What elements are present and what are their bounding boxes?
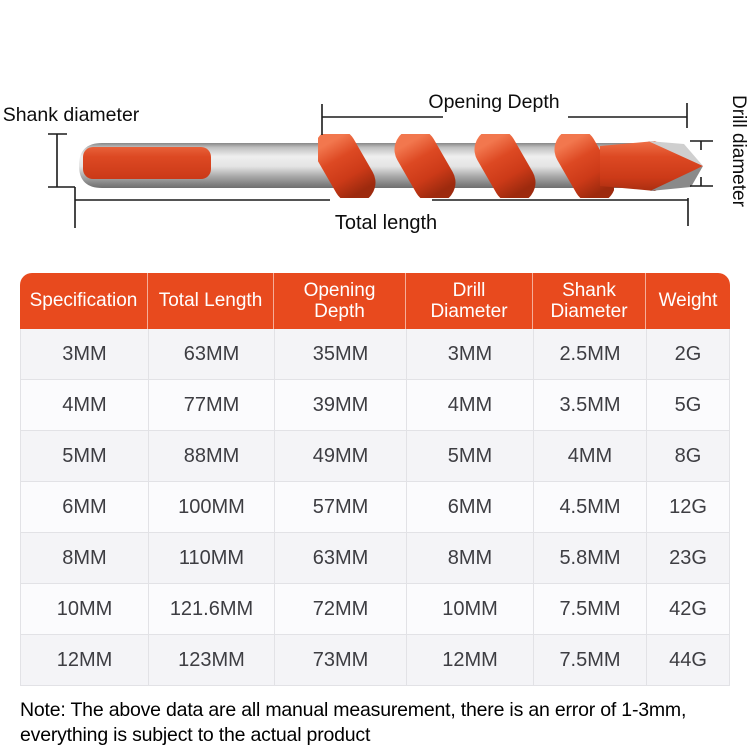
drill-bit-image: [79, 121, 703, 211]
col-header-weight: Weight: [645, 273, 730, 329]
table-cell: 7.5MM: [533, 635, 646, 685]
table-cell: 7.5MM: [533, 584, 646, 634]
table-cell: 77MM: [148, 380, 274, 430]
table-cell: 5G: [646, 380, 729, 430]
spec-table-body: [20, 329, 730, 686]
table-cell: 2G: [646, 329, 729, 379]
table-cell: 12MM: [406, 635, 533, 685]
col-header-shank-diameter: Shank Diameter: [532, 273, 645, 329]
table-cell: 63MM: [148, 329, 274, 379]
table-row: [21, 481, 729, 532]
table-cell: 3MM: [62, 342, 107, 365]
table-cell: 57MM: [274, 482, 406, 532]
label-drill-diameter: Drill diameter: [728, 95, 749, 207]
label-opening-depth: Opening Depth: [428, 91, 560, 113]
table-cell: 10MM: [406, 584, 533, 634]
table-cell: 2.5MM: [533, 329, 646, 379]
table-row: [21, 532, 729, 583]
table-row: [21, 329, 729, 379]
table-cell: 42G: [646, 584, 729, 634]
spec-table-header: [20, 273, 730, 329]
table-row: [21, 583, 729, 634]
label-total-length: Total length: [334, 212, 438, 234]
col-header-drill-diameter: Drill Diameter: [405, 273, 532, 329]
table-cell: 4MM: [62, 393, 107, 416]
table-cell: 12MM: [56, 648, 113, 671]
table-cell: 8MM: [406, 533, 533, 583]
table-cell: 73MM: [274, 635, 406, 685]
table-cell: 44G: [646, 635, 729, 685]
table-cell: 23G: [646, 533, 729, 583]
table-cell: 5MM: [62, 444, 107, 467]
table-cell: 12G: [646, 482, 729, 532]
drill-shank-flat: [83, 147, 211, 179]
table-cell: 72MM: [274, 584, 406, 634]
label-shank-diameter: Shank diameter: [2, 104, 140, 126]
table-cell: 8MM: [62, 546, 107, 569]
measurement-note: Note: The above data are all manual measurement, there is an error of 1-3mm, everything is subject to the actual product: [20, 699, 687, 746]
table-cell: 4.5MM: [533, 482, 646, 532]
table-cell: 49MM: [274, 431, 406, 481]
table-cell: 6MM: [406, 482, 533, 532]
table-cell: 5.8MM: [533, 533, 646, 583]
table-cell: 121.6MM: [148, 584, 274, 634]
table-cell: 4MM: [406, 380, 533, 430]
table-cell: 35MM: [274, 329, 406, 379]
table-cell: 10MM: [56, 597, 113, 620]
table-cell: 6MM: [62, 495, 107, 518]
spec-table: [20, 273, 730, 686]
table-cell: 5MM: [406, 431, 533, 481]
col-header-opening-depth: Opening Depth: [273, 273, 405, 329]
table-cell: 4MM: [533, 431, 646, 481]
table-cell: 123MM: [148, 635, 274, 685]
table-cell: 8G: [646, 431, 729, 481]
table-cell: 88MM: [148, 431, 274, 481]
table-cell: 63MM: [274, 533, 406, 583]
table-cell: 3.5MM: [533, 380, 646, 430]
table-row: [21, 430, 729, 481]
table-cell: 100MM: [148, 482, 274, 532]
table-cell: 110MM: [148, 533, 274, 583]
table-cell: 39MM: [274, 380, 406, 430]
table-cell: 3MM: [406, 329, 533, 379]
col-header-specification: Specification: [29, 290, 138, 312]
table-row: [21, 634, 729, 685]
drill-tip: [600, 141, 703, 191]
table-row: [21, 379, 729, 430]
col-header-total-length: Total Length: [147, 273, 273, 329]
drill-dimension-diagram: [0, 0, 750, 265]
